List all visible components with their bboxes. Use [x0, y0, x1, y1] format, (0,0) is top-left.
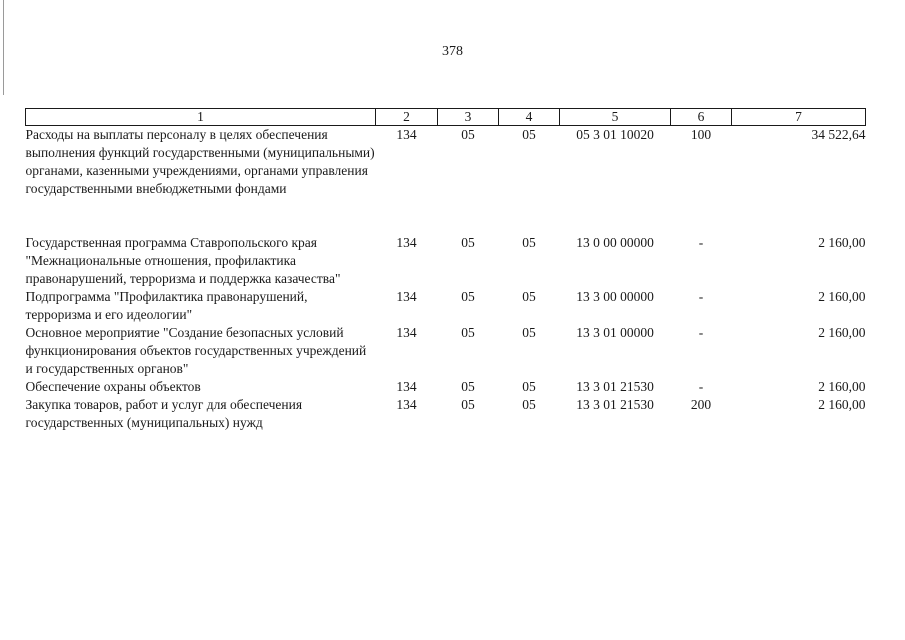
row-section: 05	[461, 235, 475, 250]
row-subsection: 05	[522, 289, 536, 304]
page-number: 378	[442, 44, 463, 59]
row-section: 05	[461, 325, 475, 340]
row-target: 05 3 01 10020	[576, 127, 654, 142]
row-name: Государственная программа Ставропольского края "Межнациональные отношения, профилактика правонарушений, терроризма и поддержка казачества"	[25, 235, 341, 286]
row-name: Подпрограмма "Профилактика правонарушений, терроризма и его идеологии"	[25, 289, 308, 322]
column-header: 6	[671, 109, 732, 126]
row-ministry: 134	[396, 289, 417, 304]
table-row	[26, 126, 866, 199]
row-amount: 2 160,00	[818, 379, 866, 394]
row-target: 13 3 01 00000	[576, 325, 654, 340]
row-expense-type: -	[698, 235, 704, 250]
column-header: 5	[560, 109, 671, 126]
row-name: Основное мероприятие "Создание безопасных условий функционирования объектов государственных учреждений и государственных органов"	[25, 325, 367, 376]
table-row	[26, 378, 866, 396]
row-section: 05	[461, 397, 475, 412]
table-row	[26, 234, 866, 288]
row-subsection: 05	[522, 325, 536, 340]
table-row	[26, 396, 866, 432]
row-ministry: 134	[396, 127, 417, 142]
row-ministry: 134	[396, 325, 417, 340]
row-expense-type: 100	[690, 127, 712, 142]
row-amount: 2 160,00	[818, 397, 866, 412]
row-ministry: 134	[396, 235, 417, 250]
column-header: 1	[26, 109, 376, 126]
row-target: 13 3 00 00000	[576, 289, 654, 304]
row-subsection: 05	[522, 127, 536, 142]
row-target: 13 0 00 00000	[576, 235, 654, 250]
row-amount: 2 160,00	[818, 235, 866, 250]
row-ministry: 134	[396, 397, 417, 412]
row-expense-type: -	[698, 289, 704, 304]
header-row	[26, 109, 866, 126]
row-amount: 34 522,64	[811, 127, 866, 142]
row-name: Закупка товаров, работ и услуг для обеспечения государственных (муниципальных) нужд	[25, 397, 303, 430]
table-row	[26, 324, 866, 378]
column-header: 4	[499, 109, 560, 126]
row-spacer	[26, 198, 866, 234]
row-name: Расходы на выплаты персоналу в целях обеспечения выполнения функций государственными (муниципальными) органами, казенными учреждениями, органами управления государственными внебюджетными фондами	[25, 127, 375, 196]
row-section: 05	[461, 379, 475, 394]
row-subsection: 05	[522, 397, 536, 412]
table-row	[26, 288, 866, 324]
row-section: 05	[461, 289, 475, 304]
row-amount: 2 160,00	[818, 325, 866, 340]
row-subsection: 05	[522, 235, 536, 250]
row-expense-type: -	[698, 325, 704, 340]
column-header: 7	[732, 109, 866, 126]
row-amount: 2 160,00	[818, 289, 866, 304]
row-target: 13 3 01 21530	[576, 379, 654, 394]
row-name: Обеспечение охраны объектов	[25, 379, 201, 394]
row-target: 13 3 01 21530	[576, 397, 654, 412]
row-expense-type: -	[698, 379, 704, 394]
row-subsection: 05	[522, 379, 536, 394]
row-ministry: 134	[396, 379, 417, 394]
budget-table	[25, 108, 866, 432]
column-header: 3	[438, 109, 499, 126]
row-section: 05	[461, 127, 475, 142]
column-header: 2	[376, 109, 438, 126]
row-expense-type: 200	[690, 397, 712, 412]
